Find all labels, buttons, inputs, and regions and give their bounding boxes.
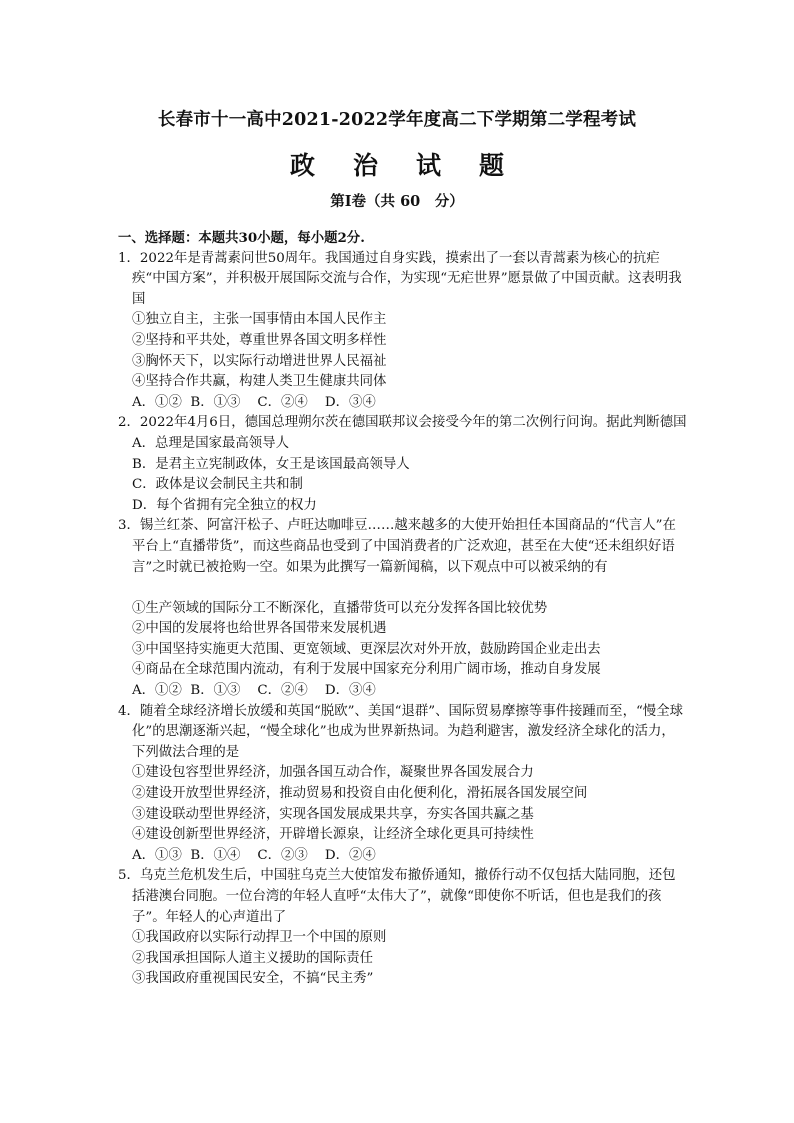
option-line: D．每个省拥有完全独立的权力 [132,497,317,513]
option-line: ④坚持合作共赢，构建人类卫生健康共同体 [132,374,387,390]
exam-title: 长春市十一高中2021-2022学年度高二下学期第二学程考试 [157,110,637,130]
option-line: ①独立自主，主张一国事情由本国人民作主 [132,312,387,328]
option-line: ①我国政府以实际行动捍卫一个中国的原则 [132,930,387,946]
option-line: ②我国承担国际人道主义援助的国际责任 [132,950,374,966]
section-heading: 一、选择题：本题共30小题，每小题2分. [118,230,365,246]
exam-subtitle: 政治试题 [289,151,542,180]
option-line: ③建设联动型世界经济，实现各国发展成果共享，夯实各国共赢之基 [132,806,534,822]
volume-heading: 第Ⅰ卷（共 60 分） [330,193,464,210]
option-line: ③中国坚持实施更大范围、更宽领域、更深层次对外开放，鼓励跨国企业走出去 [132,641,601,657]
option-line: ④建设创新型世界经济，开辟增长源泉，让经济全球化更具可持续性 [132,827,534,843]
question-3 [118,516,688,701]
question-stem: 4．随着全球经济增长放缓和英国“脱欧”、美国“退群”、国际贸易摩擦等事件接踵而至，“慢全球化”的思潮逐渐兴起，“慢全球化”也成为世界新热词。为趋利避害，激发经济全球化的活力，下列做法合理的是 [118,703,683,760]
answer-choices: A．①② B．①③ C．②④ D．③④ [132,394,376,410]
question-4 [118,702,688,867]
option-line: ②坚持和平共处，尊重世界各国文明多样性 [132,332,387,348]
question-1 [118,249,688,414]
option-line: B．是君主立宪制政体，女王是该国最高领导人 [132,456,410,472]
option-line: ③我国政府重视国民安全，不搞“民主秀” [132,971,374,987]
option-line: ②建设开放型世界经济，推动贸易和投资自由化便利化，滑拓展各国发展空间 [132,786,588,802]
option-line: ③胸怀天下，以实际行动增进世界人民福祉 [132,353,387,369]
option-line: ④商品在全球范围内流动，有利于发展中国家充分利用广阔市场，推动自身发展 [132,662,601,678]
question-2 [118,413,688,516]
answer-choices: A．①② B．①③ C．②④ D．③④ [132,683,376,699]
exam-content [118,228,688,990]
question-stem: 3．锡兰红茶、阿富汗松子、卢旺达咖啡豆……越来越多的大使开始担任本国商品的“代言人”在平台上“直播带货”，而这些商品也受到了中国消费者的广泛欢迎，甚至在大使“还未组织好语言”之时就已被抢购一空。如果为此撰写一篇新闻稿，以下观点中可以被采纳的有 [118,518,676,575]
option-line: ②中国的发展将也给世界各国带来发展机遇 [132,621,387,637]
option-line: ①生产领域的国际分工不断深化，直播带货可以充分发挥各国比较优势 [132,600,548,616]
question-stem: 2．2022年4月6日，德国总理朔尔茨在德国联邦议会接受今年的第二次例行问询。据此判断德国 [118,415,687,431]
question-5 [118,866,688,990]
answer-choices: A．①③ B．①④ C．②③ D．②④ [132,847,376,863]
option-line: ①建设包容型世界经济，加强各国互动合作，凝聚世界各国发展合力 [132,765,534,781]
option-line: A．总理是国家最高领导人 [132,435,289,451]
option-line: C．政体是议会制民主共和制 [132,477,303,493]
question-stem: 5．乌克兰危机发生后，中国驻乌克兰大使馆发布撤侨通知，撤侨行动不仅包括大陆同胞，还包括港澳台同胞。一位台湾的年轻人直呼“太伟大了”，就像“即使你不听话，但也是我们的孩子”。年轻人的心声道出了 [118,868,676,925]
question-stem: 1．2022年是青蒿素问世50周年。我国通过自身实践，摸索出了一套以青蒿素为核心的抗疟疾“中国方案”，并积极开展国际交流与合作，为实现“无疟世界”愿景做了中国贡献。这表明我国 [118,250,682,307]
blank-line [118,578,688,599]
